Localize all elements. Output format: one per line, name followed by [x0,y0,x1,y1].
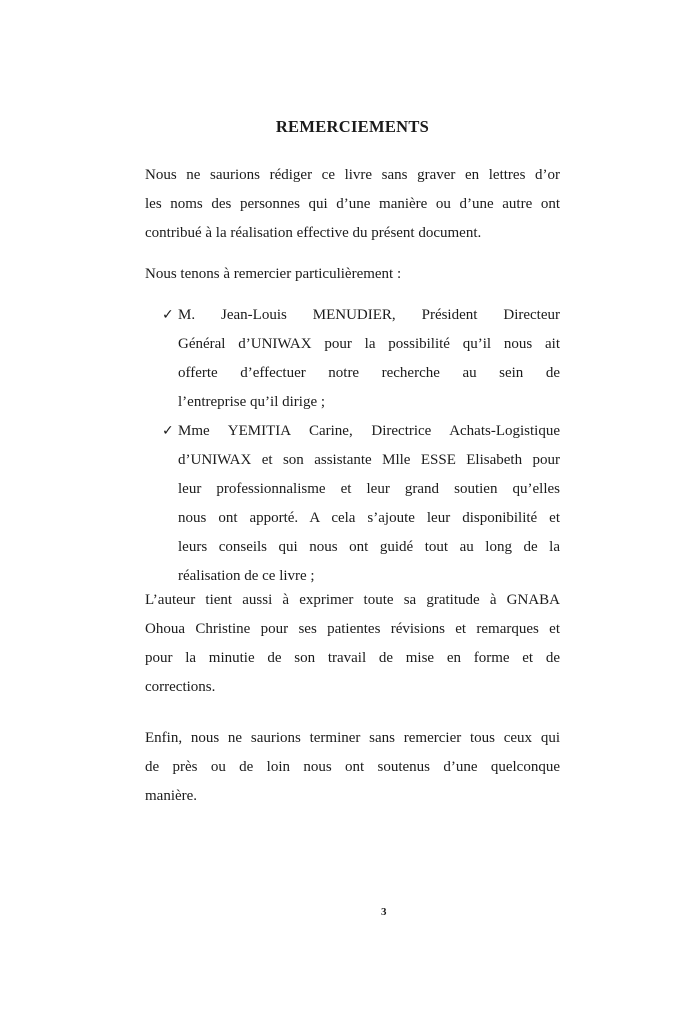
text-line: Enfin, nous ne saurions terminer sans remercier tous ceux qui [145,730,560,746]
list-item [145,301,560,417]
text-line: manière. [145,788,198,804]
text-line: offerte d’effectuer notre recherche au sein de [178,365,560,381]
check-bullet-icon: ✓ [162,307,174,323]
text-line: nous ont apporté. A cela s’ajoute leur disponibilité et [178,510,560,526]
text-line: l’entreprise qu’il dirige ; [178,394,326,410]
document-content [145,0,560,823]
text-line: de près ou de loin nous ont soutenus d’une quelconque [145,759,560,775]
text-line: M. Jean-Louis MENUDIER, Président Directeur [178,307,560,323]
paragraph [145,586,560,702]
text-line: leur professionnalisme et leur grand soutien qu’elles [178,481,560,497]
text-line: pour la minutie de son travail de mise en forme et de [145,650,560,666]
text-line: réalisation de ce livre ; [178,568,315,584]
text-line: d’UNIWAX et son assistante Mlle ESSE Elisabeth pour [178,452,560,468]
text-line: Nous ne saurions rédiger ce livre sans graver en lettres d’or [145,167,560,183]
text-line: L’auteur tient aussi à exprimer toute sa gratitude à GNABA [145,592,560,608]
page-title: REMERCIEMENTS [275,117,430,136]
list-item [145,417,560,591]
paragraph-spacer [145,714,560,724]
text-line: corrections. [145,679,216,695]
text-line: Ohoua Christine pour ses patientes révisions et remarques et [145,621,560,637]
text-line: les noms des personnes qui d’une manière ou d’une autre ont [145,196,560,212]
text-line: Général d’UNIWAX pour la possibilité qu’il nous ait [178,336,560,352]
text-line: leurs conseils qui nous ont guidé tout au long de la [178,539,560,555]
paragraph [145,161,560,248]
page-number: 3 [381,906,387,918]
text-line: contribué à la réalisation effective du présent document. [145,225,482,241]
text-line: Nous tenons à remercier particulièrement : [145,266,402,282]
paragraph [145,260,560,289]
paragraph [145,724,560,811]
text-line: Mme YEMITIA Carine, Directrice Achats-Logistique [178,423,560,439]
check-bullet-icon: ✓ [162,423,174,439]
